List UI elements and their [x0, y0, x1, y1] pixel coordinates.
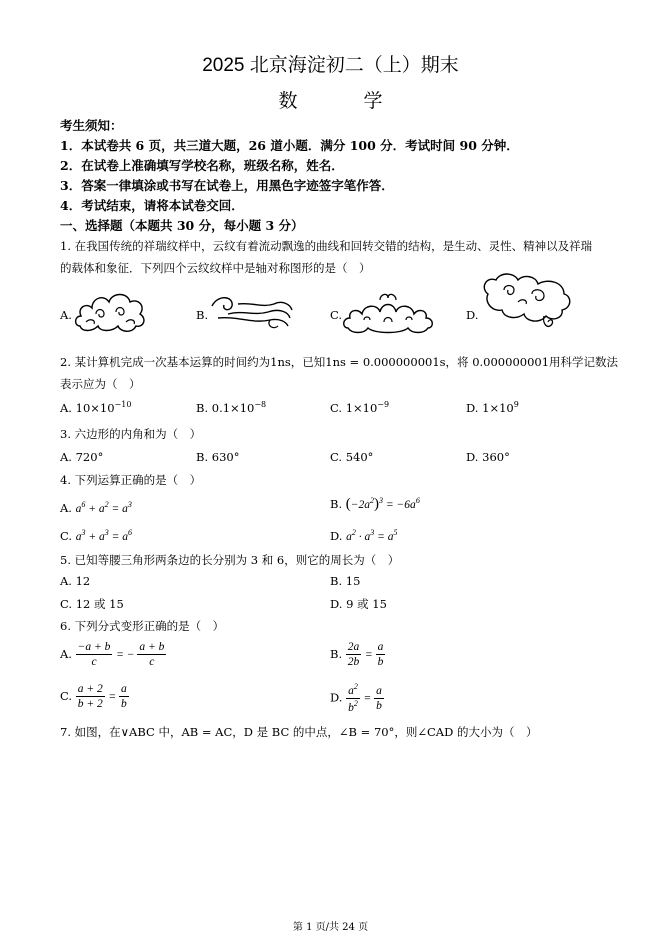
option-label: D. — [466, 308, 479, 322]
page-footer: 第 1 页/共 24 页 — [292, 922, 369, 933]
option-a: A. $\frac{-a + b}{c}$ = − $\frac{a + b}{c}$ — [60, 641, 165, 669]
question-3-text: 3. 六边形的内角和为（ ） — [60, 427, 202, 441]
option-c: C. $a^3 + a^3 = a^6$ — [60, 528, 132, 543]
question-2-text: 表示应为（ ） — [60, 377, 141, 391]
section-heading: 一、选择题（本题共 30 分，每小题 3 分） — [60, 218, 304, 233]
option-c: C. 12 或 15 — [60, 597, 124, 611]
cloud-pattern-d-icon — [478, 272, 574, 336]
notice-heading: 考生须知： — [60, 118, 123, 133]
option-b: B. 630° — [196, 450, 240, 464]
option-d: D. $1\times 10^9$ — [466, 400, 519, 415]
option-d: D. $a^2 \cdot a^3 = a^5$ — [330, 528, 398, 543]
notice-item: 3．答案一律填涂或书写在试卷上，用黑色字迹签字笔作答． — [60, 178, 394, 193]
option-a: A. $a^6 + a^2 = a^3$ — [60, 500, 132, 515]
option-b: B. $0.1\times 10^{-8}$ — [196, 400, 267, 415]
question-6-text: 6. 下列分式变形正确的是（ ） — [60, 619, 225, 633]
subject-title: 数 学 — [278, 90, 413, 112]
question-1-text: 的载体和象征．下列四个云纹纹样中是轴对称图形的是（ ） — [60, 261, 371, 275]
option-a: A. $10\times 10^{-10}$ — [60, 400, 132, 415]
cloud-pattern-c-icon — [342, 290, 434, 336]
question-4-text: 4. 下列运算正确的是（ ） — [60, 473, 202, 487]
option-label: B. — [196, 308, 209, 322]
option-b: B. 15 — [330, 574, 361, 588]
option-b: B. $(-2a^2)^3 = -6a^6$ — [330, 496, 420, 512]
option-b: B. $\frac{2a}{2b}$ = $\frac{a}{b}$ — [330, 641, 384, 669]
option-c: C. $1\times 10^{-9}$ — [330, 400, 390, 415]
option-label: C. — [330, 308, 343, 322]
option-a: A. 720° — [60, 450, 104, 464]
cloud-pattern-b-icon — [208, 290, 294, 332]
option-c: C. $\frac{a + 2}{b + 2}$ = $\frac{a}{b}$ — [60, 683, 127, 711]
option-label: A. — [60, 308, 72, 322]
question-7-text: 7. 如图，在∨ABC 中，AB = AC，D 是 BC 的中点，∠B = 70°，则∠CAD 的大小为（ ） — [60, 725, 538, 739]
notice-item: 4．考试结束，请将本试卷交回． — [60, 198, 244, 213]
option-d: D. $\frac{a^2}{b^2}$ = $\frac{a}{b}$ — [330, 682, 382, 715]
option-d: D. 9 或 15 — [330, 597, 387, 611]
cloud-pattern-a-icon — [72, 286, 148, 336]
page-title: 2025 北京海淀初二（上）期末 — [202, 55, 459, 76]
option-a: A. 12 — [60, 574, 91, 588]
option-d: D. 360° — [466, 450, 510, 464]
option-c: C. 540° — [330, 450, 374, 464]
notice-item: 2．在试卷上准确填写学校名称，班级名称，姓名． — [60, 158, 344, 173]
question-5-text: 5. 已知等腰三角形两条边的长分别为 3 和 6，则它的周长为（ ） — [60, 553, 400, 567]
notice-item: 1．本试卷共 6 页，共三道大题，26 道小题．满分 100 分．考试时间 90 分钟． — [60, 138, 519, 153]
question-2-text: 2. 某计算机完成一次基本运算的时间约为1ns，已知1ns = 0.000000001s，将 0.000000001用科学记数法 — [60, 355, 619, 369]
question-1-text: 1. 在我国传统的祥瑞纹样中，云纹有着流动飘逸的曲线和回转交错的结构，是生动、灵性、精神以及祥瑞 — [60, 239, 593, 253]
